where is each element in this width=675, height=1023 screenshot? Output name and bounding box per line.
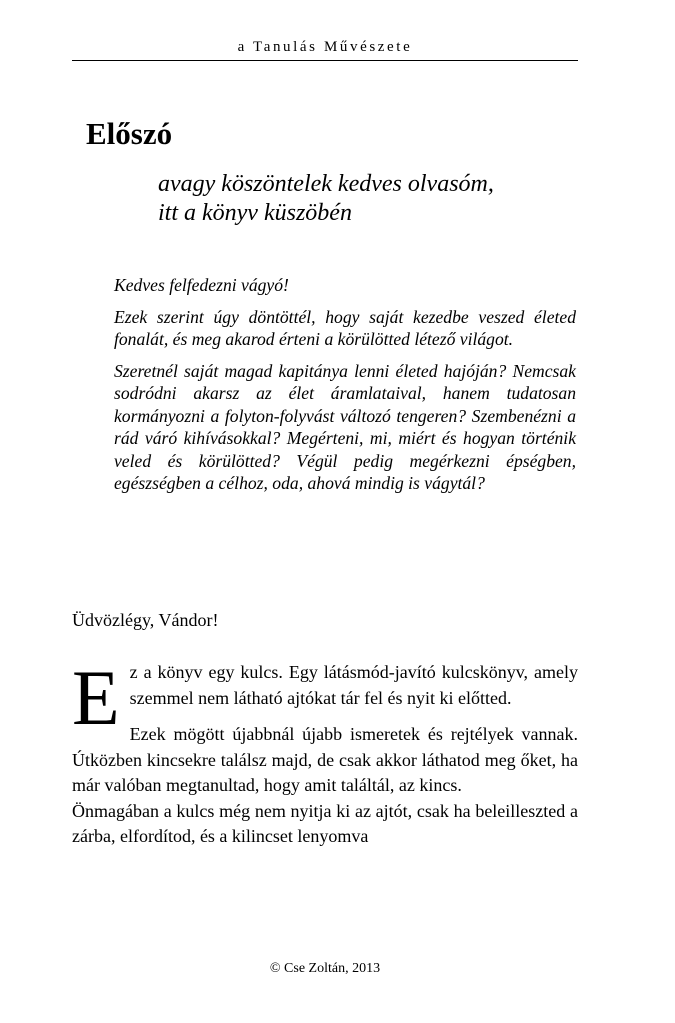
body-paragraph — [72, 654, 578, 741]
copyright-footer: © Cse Zoltán, 2013 — [269, 961, 381, 976]
intro-paragraph: Ezek szerint úgy döntöttél, hogy saját kezedbe veszed életed fonalát, és meg akarod érteni a körülötted létező világot. — [114, 306, 576, 349]
first-paragraph-text: z a könyv egy kulcs. Egy látásmód-javító kulcskönyv, amely szemmel nem látható ajtókat tár fel és nyit ki előtted. — [129, 662, 578, 708]
intro-paragraph: Szeretnél saját magad kapitánya lenni életed hajóján? Nemcsak sodródni akarsz az élet áramlataival, hanem tudatosan kormányozni a folyton-folyvást változó tengeren? Szembenézni a rád váró kihívásokkal? Megérteni, mi, miért és hogyan történik veled és körülötted? Végül pedig megérkezni épségben, egészségben a célhoz, oda, ahová mindig is vágytál? — [114, 360, 576, 493]
subtitle-line: itt a könyv küszöbén — [158, 200, 352, 226]
running-header-title: a Tanulás Művészete — [237, 39, 413, 55]
body-text — [72, 654, 578, 861]
drop-cap: E — [72, 654, 120, 741]
intro-salutation: Kedves felfedezni vágyó! — [114, 275, 289, 295]
body-paragraph: Ezek mögött újabbnál újabb ismeretek és rejtélyek vannak. Útközben kincsekre találsz majd, de csak akkor láthatod meg őket, ha már valóban megtanultad, hogy amit találtál, az kincs. — [72, 724, 578, 795]
greeting: Üdvözlégy, Vándor! — [72, 610, 219, 630]
header-rule — [72, 60, 578, 61]
subtitle-line: avagy köszöntelek kedves olvasóm, — [158, 171, 494, 197]
body-paragraph: Önmagában a kulcs még nem nyitja ki az ajtót, csak ha beleilleszted a zárba, elfordítod, és a kilincset lenyomva — [72, 800, 578, 846]
chapter-title: Előszó — [86, 116, 173, 151]
intro-letter — [114, 274, 576, 504]
chapter-subtitle — [158, 170, 494, 228]
